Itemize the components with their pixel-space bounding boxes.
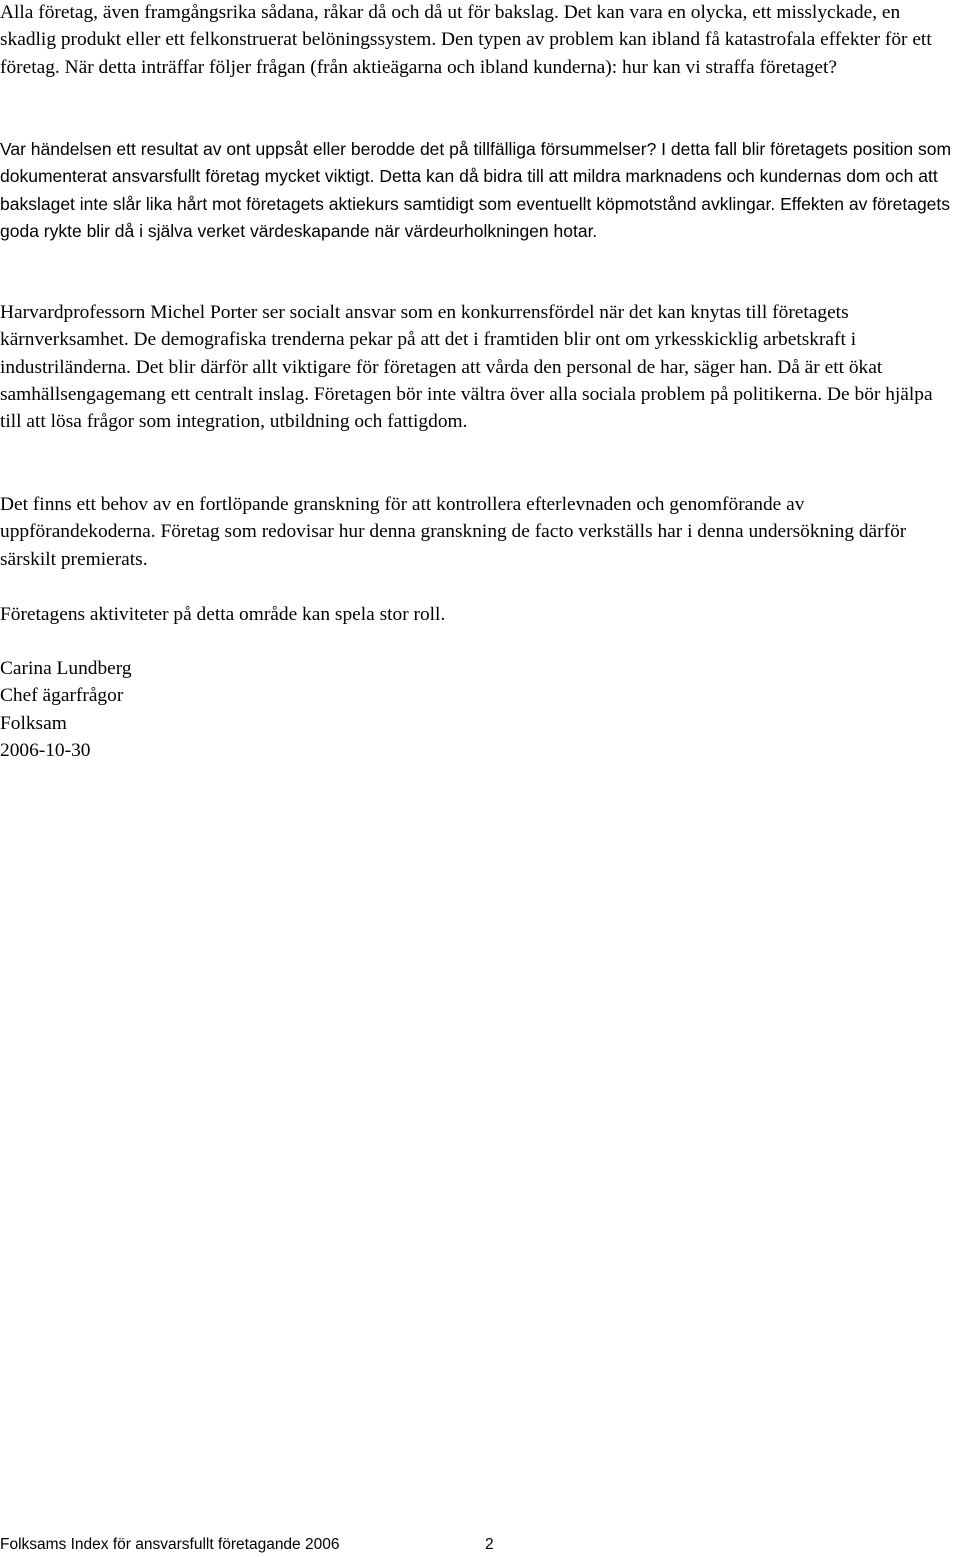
signature-date: 2006-10-30 xyxy=(0,739,91,761)
paragraph-text: Alla företag, även framgångsrika sådana, råkar då och då ut för bakslag. Det kan vara en olycka, ett misslyckade, en skadlig produkt eller ett felkonstruerat belöningssystem. Den typen av problem kan ibland få katastrofala effekter för ett företag. När detta inträffar följer frågan (från aktieägarna och ibland kunderna): hur kan vi straffa företaget? xyxy=(0,2,932,78)
signature-organization: Folksam xyxy=(0,712,67,734)
paragraph-setbacks xyxy=(0,0,958,81)
page-number: 2 xyxy=(485,1536,494,1553)
paragraph-porter xyxy=(0,299,958,435)
paragraph-intent xyxy=(0,136,958,245)
page-footer xyxy=(0,1535,960,1555)
paragraph-text: Det finns ett behov av en fortlöpande granskning för att kontrollera efterlevnaden och genomförande av uppförandekoderna. Företag som redovisar hur denna granskning de facto verkställs har i denna undersökning därför särskilt premierats. xyxy=(0,494,907,570)
paragraph-activities xyxy=(0,601,445,628)
paragraph-text: Företagens aktiviteter på detta område kan spela stor roll. xyxy=(0,604,446,625)
footer-title: Folksams Index för ansvarsfullt företagande 2006 xyxy=(0,1536,340,1553)
signature-block xyxy=(0,655,132,764)
paragraph-review xyxy=(0,491,958,573)
signature-role: Chef ägarfrågor xyxy=(0,685,124,707)
paragraph-text: Harvardprofessorn Michel Porter ser socialt ansvar som en konkurrensfördel när det kan knytas till företagets kärnverksamhet. De demografiska trenderna pekar på att det i framtiden blir ont om yrkesskicklig arbetskraft i industriländerna. Det blir därför allt viktigare för företagen att vårda den personal de har, säger han. Då är ett ökat samhällsengagemang ett centralt inslag. Företagen bör inte vältra över alla sociala problem på politikerna. De bör hjälpa till att lösa frågor som integration, utbildning och fattigdom. xyxy=(0,302,933,433)
paragraph-text: Var händelsen ett resultat av ont uppsåt eller berodde det på tillfälliga försummelser? I detta fall blir företagets position som dokumenterat ansvarsfullt företag mycket viktigt. Detta kan då bidra till att mildra marknadens och kundernas dom och att bakslaget inte slår lika hårt mot företagets aktiekurs samtidigt som eventuellt köpmotstånd avklingar. Effekten av företagets goda rykte blir då i själva verket värdeskapande när värdeurholkningen hotar. xyxy=(0,139,952,241)
signature-name: Carina Lundberg xyxy=(0,658,132,679)
